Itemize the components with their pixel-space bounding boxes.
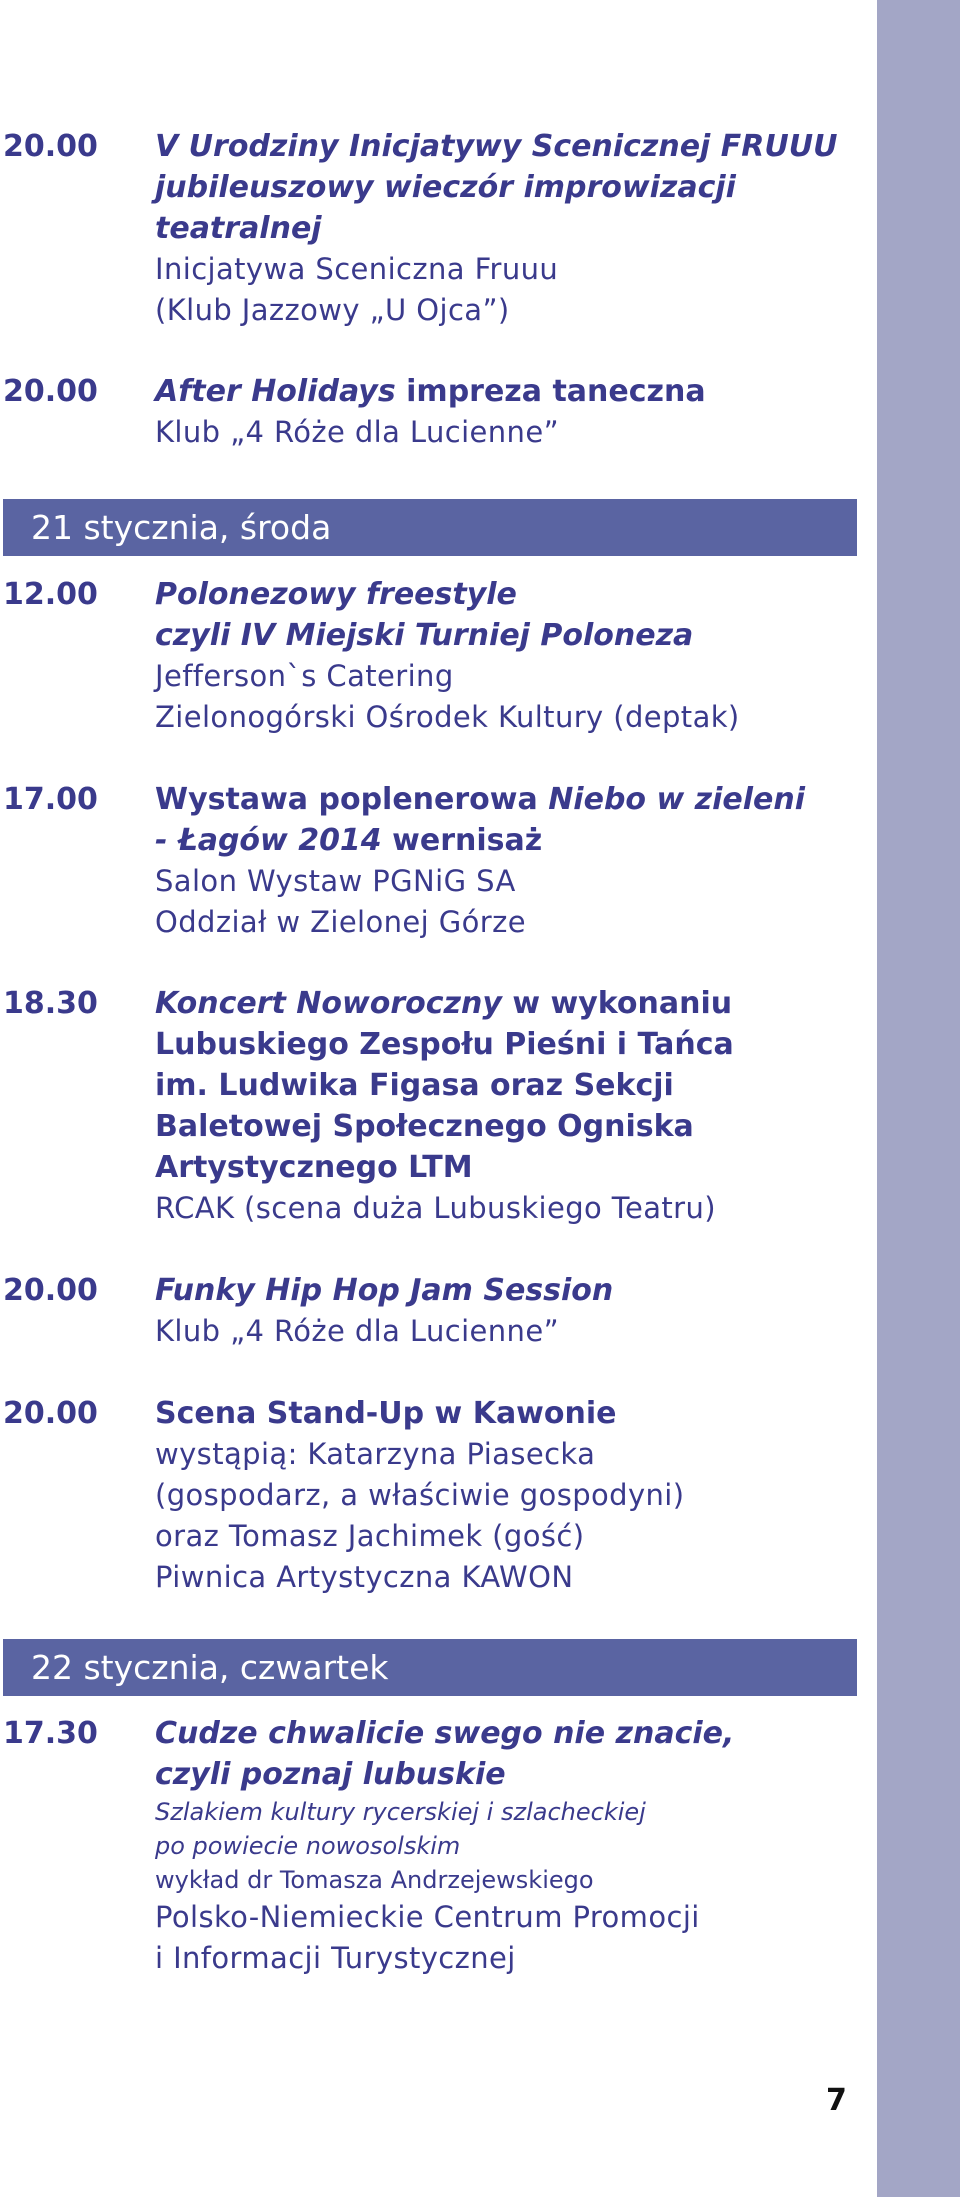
day-header-22: 22 stycznia, czwartek	[3, 1639, 857, 1696]
event-venue: (gospodarz, a właściwie gospodyni)	[155, 1478, 685, 1512]
event-venue: RCAK (scena duża Lubuskiego Teatru)	[155, 1191, 716, 1225]
event-time: 20.00	[3, 374, 98, 409]
event-time: 17.00	[3, 782, 98, 817]
event-title: jubileuszowy wieczór improwizacji	[155, 170, 736, 205]
event-title	[155, 371, 860, 412]
event-venue: Klub „4 Róże dla Lucienne”	[155, 415, 559, 449]
event-time: 20.00	[3, 1273, 98, 1308]
event-title: Cudze chwalicie swego nie znacie,	[155, 1716, 735, 1751]
event-venue: Inicjatywa Sceniczna Fruuu	[155, 252, 559, 286]
event-title-bold: Wystawa poplenerowa	[155, 782, 549, 817]
event-venue: Oddział w Zielonej Górze	[155, 905, 526, 939]
event-venue: i Informacji Turystycznej	[155, 1941, 516, 1975]
event-time: 20.00	[3, 129, 98, 164]
event-venue: Jefferson`s Catering	[155, 659, 454, 693]
event-time: 18.30	[3, 986, 98, 1021]
event-venue: Zielonogórski Ośrodek Kultury (deptak)	[155, 700, 740, 734]
event-venue: Piwnica Artystyczna KAWON	[155, 1560, 574, 1594]
event-title	[155, 820, 860, 861]
day-header-21: 21 stycznia, środa	[3, 499, 857, 556]
event-venue: Klub „4 Róże dla Lucienne”	[155, 1314, 559, 1348]
event-title-bold: w wykonaniu	[501, 986, 733, 1021]
event-lecture: wykład dr Tomasza Andrzejewskiego	[155, 1866, 594, 1894]
page-number: 7	[826, 2083, 847, 2118]
event-time: 17.30	[3, 1716, 98, 1751]
event-title-italic: - Łagów 2014	[155, 823, 382, 858]
event-title-italic: Koncert Noworoczny	[155, 986, 502, 1021]
event-title: Scena Stand-Up w Kawonie	[155, 1396, 617, 1431]
event-title: V Urodziny Inicjatywy Scenicznej FRUUU	[155, 129, 838, 164]
event-title: czyli poznaj lubuskie	[155, 1757, 506, 1792]
event-title-italic: Niebo w zieleni	[548, 782, 805, 817]
event-venue: wystąpią: Katarzyna Piasecka	[155, 1437, 596, 1471]
event-subtitle: po powiecie nowosolskim	[155, 1832, 461, 1860]
event-time: 12.00	[3, 577, 98, 612]
event-title: teatralnej	[155, 211, 322, 246]
event-title	[155, 983, 860, 1024]
event-title: Artystycznego LTM	[155, 1150, 473, 1185]
event-title: Funky Hip Hop Jam Session	[155, 1273, 614, 1308]
event-venue: (Klub Jazzowy „U Ojca”)	[155, 293, 510, 327]
event-title: im. Ludwika Figasa oraz Sekcji	[155, 1068, 674, 1103]
side-strip	[877, 0, 960, 2197]
event-venue: oraz Tomasz Jachimek (gość)	[155, 1519, 585, 1553]
event-title: Lubuskiego Zespołu Pieśni i Tańca	[155, 1027, 734, 1062]
event-subtitle: Szlakiem kultury rycerskiej i szlacheckiej	[155, 1798, 646, 1826]
event-title: czyli IV Miejski Turniej Poloneza	[155, 618, 694, 653]
event-time: 20.00	[3, 1396, 98, 1431]
event-title	[155, 779, 860, 820]
event-venue: Salon Wystaw PGNiG SA	[155, 864, 516, 898]
event-title-italic: After Holidays	[155, 374, 396, 409]
event-title: Baletowej Społecznego Ogniska	[155, 1109, 694, 1144]
event-title: Polonezowy freestyle	[155, 577, 517, 612]
event-title-rest: impreza taneczna	[395, 374, 706, 409]
event-venue: Polsko-Niemieckie Centrum Promocji	[155, 1900, 700, 1934]
event-title-bold: wernisaż	[381, 823, 543, 858]
